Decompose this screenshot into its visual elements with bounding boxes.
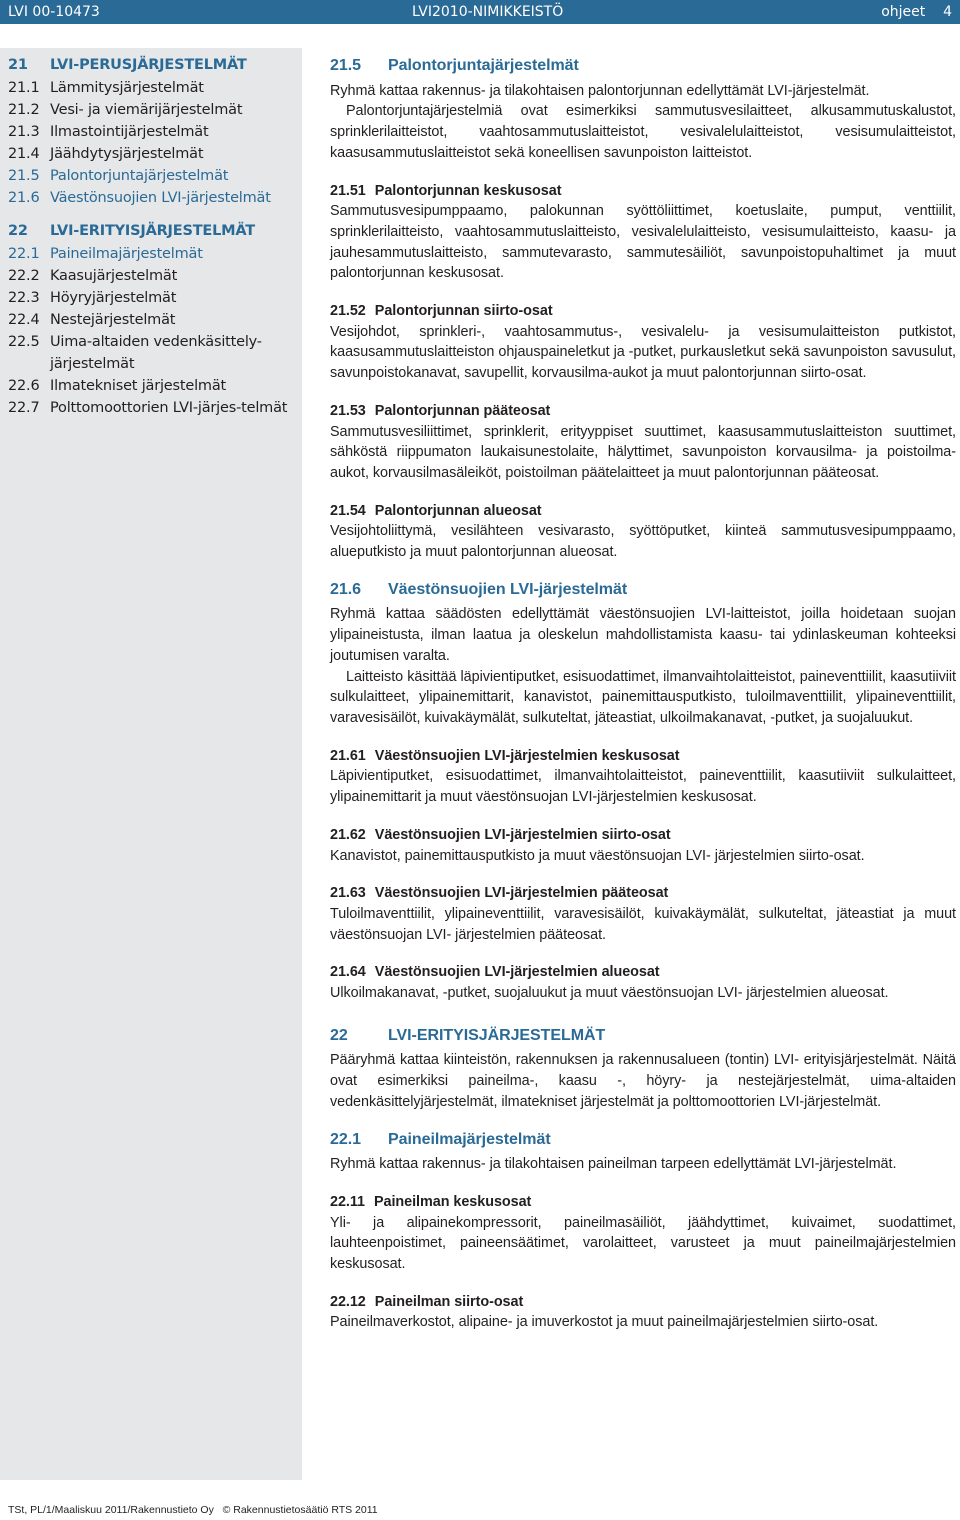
toc-item-number: 22.4 — [8, 312, 40, 328]
section-22-1 — [330, 1130, 956, 1175]
toc-item-label: Nestejärjestelmät — [50, 312, 176, 328]
section-22 — [330, 1026, 956, 1113]
toc-item-number: 21.3 — [8, 124, 40, 140]
page-header — [0, 0, 960, 24]
toc-item-label: Jäähdytysjärjestelmät — [50, 146, 204, 162]
section-21-5 — [330, 56, 956, 164]
paragraph: Läpivientiputket, esisuodattimet, ilmanvaihtolaitteistot, paineventtiilit, kaasutiiviit sulkulaitteet, ylipainemittarit ja muut väestönsuojan LVI-järjestelmien keskusosat. — [330, 768, 956, 806]
toc-item — [8, 397, 298, 419]
toc-item-label: LVI-ERITYISJÄRJESTELMÄT — [50, 223, 255, 239]
paragraph: Laitteisto käsittää läpivientiputket, esisuodattimet, ilmanvaihtolaitteistot, paineventtiilit, kaasutiiviit sulkulaitteet, ylipainemittarit, kanavistot, painemittausputkisto, tuloilmaventtiilit, ylipaineventtiilit, varavesisäilöt, kuivakäymälät, sulkuteltat, jäteastiat, ulkoilmakanavat, -putket, ja suojaluukut. — [330, 668, 956, 726]
subsection-title: 21.51 Palontorjunnan keskusosat — [330, 182, 562, 199]
subsection-21-63 — [330, 883, 956, 945]
toc-item-number: 21.2 — [8, 102, 40, 118]
paragraph: Kanavistot, painemittausputkisto ja muut väestönsuojan LVI- järjestelmien siirto-osat. — [330, 847, 865, 864]
paragraph: Pääryhmä kattaa kiinteistön, rakennuksen ja rakennusalueen (tontin) LVI- erityisjärjestelmät. Näitä ovat esimerkiksi paineilma-, kaasu -, höyry- ja nestejärjestelmät, uima-altaiden vedenkäsittelyjärjestelmät, ilmatekniset järjestelmät ja polttomoottorien LVI-järjestelmät. — [330, 1052, 956, 1110]
paragraph: Ryhmä kattaa rakennus- ja tilakohtaisen palontorjunnan edellyttämät LVI-järjestelmät. — [330, 82, 870, 99]
section-title: 21.5 Palontorjuntajärjestelmät — [330, 57, 579, 74]
paragraph: Palontorjuntajärjestelmiä ovat esimerkiksi sammutusvesilaitteet, alkusammutuskalustot, sprinklerilaitteistot, vaahtosammutuslaitteistot, vesivalelulaitteistot, vesisumulaitteistot, kaasusammutuslaitteistot sekä koneellisen savunpoiston laitteistot. — [330, 103, 956, 161]
toc-item — [8, 243, 298, 265]
subsection-title: 21.63 Väestönsuojien LVI-järjestelmien pääteosat — [330, 885, 669, 902]
toc-item-number: 21.6 — [8, 190, 40, 206]
toc-item-number: 22.6 — [8, 378, 40, 394]
toc-item — [8, 143, 298, 165]
toc-item — [8, 220, 298, 242]
toc-sidebar — [0, 48, 302, 1480]
section-title: 21.6 Väestönsuojien LVI-järjestelmät — [330, 580, 628, 598]
document-code: LVI 00-10473 — [8, 4, 100, 20]
paragraph: Sammutusvesiliittimet, sprinklerit, erityyppiset suuttimet, kaasusammutuslaitteiston suuttimet, sähköstä riippumaton laukaisunestolaite, hälyttimet, savunpoiston korvausilma- ja poistoilma-aukot, korvausilmasäleiköt, poistoilman päätelaitteet ja muut palontorjunnan pääteosat. — [330, 423, 956, 481]
subsection-title: 21.54 Palontorjunnan alueosat — [330, 502, 542, 519]
paragraph: Paineilmaverkostot, alipaine- ja imuverkostot ja muut paineilmajärjestelmien siirto-osat. — [330, 1314, 879, 1331]
toc-item-number: 21.4 — [8, 146, 40, 162]
paragraph: Vesijohtoliittymä, vesilähteen vesivarasto, syöttöputket, kiinteä sammutusvesipumppaamo, alueputkisto ja muut palontorjunnan alueosat. — [330, 523, 956, 561]
paragraph: Sammutusvesipumppaamo, palokunnan syöttöliittimet, koetuslaite, pumput, venttiilit, sprinklerilaitteisto, vaahtosammutuslaitteisto, vesivalelulaitteisto, vesisumulaitteisto, kaasu- ja jauhesammutuslaitteisto, sammutevarasto, sammutesäiliöt, savunpoistopuhaltimet ja muut palontorjunnan keskusosat. — [330, 203, 956, 282]
section-title: 22.1 Paineilmajärjestelmät — [330, 1130, 551, 1148]
toc-item-label: Väestönsuojien LVI-järjestelmät — [50, 190, 271, 206]
subsection-title: 21.52 Palontorjunnan siirto-osat — [330, 303, 553, 320]
toc-item-label: Polttomoottorien LVI-järjes-​telmät — [50, 400, 288, 416]
toc-item — [8, 121, 298, 143]
toc-group-21 — [8, 54, 298, 209]
subsection-title: 21.61 Väestönsuojien LVI-järjestelmien keskusosat — [330, 747, 680, 764]
footer-publisher: TSt, PL/1/Maaliskuu 2011/Rakennustieto Oy — [8, 1504, 214, 1516]
subsection-21-62 — [330, 825, 956, 866]
toc-item-number: 22.7 — [8, 400, 40, 416]
subsection-21-52 — [330, 301, 956, 384]
toc-item-number: 22.1 — [8, 246, 40, 262]
toc-item-number: 22.5 — [8, 334, 40, 350]
toc-item — [8, 287, 298, 309]
section-title: 22 LVI-ERITYISJÄRJESTELMÄT — [330, 1026, 606, 1044]
subsection-21-64 — [330, 962, 956, 1003]
toc-item — [8, 99, 298, 121]
subsection-22-11 — [330, 1192, 956, 1275]
toc-item — [8, 165, 298, 187]
section-label: ohjeet — [881, 4, 926, 20]
paragraph: Ryhmä kattaa säädösten edellyttämät väestönsuojien LVI-laitteistot, joilla hoidetaan suojan ylipaineistusta, ilman laatua ja oleskelun mahdollistamista kaasu- tai ydinlaskeuman kohteeksi joutumisen varalta. — [330, 606, 956, 664]
toc-item-label: Palontorjuntajärjestelmät — [50, 168, 229, 184]
subsection-21-51 — [330, 181, 956, 285]
toc-item-number: 22.3 — [8, 290, 40, 306]
toc-item-number: 22.2 — [8, 268, 40, 284]
subsection-title: 22.12 Paineilman siirto-osat — [330, 1293, 524, 1310]
toc-item-label: Ilmatekniset järjestelmät — [50, 378, 227, 394]
toc-item-label: Vesi- ja viemärijärjestelmät — [50, 102, 243, 118]
subsection-22-12 — [330, 1292, 956, 1333]
toc-item-number: 21.5 — [8, 168, 40, 184]
section-21-6 — [330, 580, 956, 729]
subsection-21-61 — [330, 746, 956, 808]
toc-item-label: Höyryjärjestelmät — [50, 290, 177, 306]
paragraph: Ulkoilmakanavat, -putket, suojaluukut ja muut väestönsuojan LVI- järjestelmien alueosat. — [330, 985, 889, 1002]
toc-item-label: Paineilmajärjestelmät — [50, 246, 203, 262]
toc-item-label: Ilmastointijärjestelmät — [50, 124, 209, 140]
toc-item — [8, 331, 298, 375]
paragraph: Ryhmä kattaa rakennus- ja tilakohtaisen paineilman tarpeen edellyttämät LVI-järjestelmät. — [330, 1156, 897, 1173]
toc-group-22 — [8, 220, 298, 419]
toc-item-number: 21.1 — [8, 80, 40, 96]
toc-item-label: Kaasujärjestelmät — [50, 268, 178, 284]
subsection-title: 21.64 Väestönsuojien LVI-järjestelmien alueosat — [330, 964, 660, 981]
document-title: LVI2010-NIMIKKEISTÖ — [412, 4, 564, 20]
paragraph: Vesijohdot, sprinkleri-, vaahtosammutus-, vesivalelu- ja vesisumulaitteiston putkistot, kaasusammutuslaitteiston ohjauspaineletkut ja -putket, purkausletkut sekä savunpoiston savusulut, savunpoistokanavat, savupellit, korvausilma-aukot ja muut palontorjunnan siirto-osat. — [330, 323, 956, 382]
page-number: 4 — [943, 4, 952, 20]
toc-item — [8, 77, 298, 99]
paragraph: Tuloilmaventtiilit, ylipaineventtiilit, varavesisäilöt, kuivakäymälät, sulkuteltat, jäteastiat ja muut väestönsuojan LVI- järjestelmien pääteosat. — [330, 905, 956, 943]
toc-item — [8, 375, 298, 397]
toc-item-label: Lämmitysjärjestelmät — [50, 80, 204, 96]
subsection-title: 22.11 Paineilman keskusosat — [330, 1193, 532, 1210]
toc-item-number: 21 — [8, 57, 28, 73]
section-page — [881, 4, 952, 20]
main-content — [330, 56, 956, 1350]
toc-item-label: LVI-PERUSJÄRJESTELMÄT — [50, 57, 247, 73]
toc-item — [8, 265, 298, 287]
footer-copyright: © Rakennustietosäätiö RTS 2011 — [222, 1504, 378, 1516]
toc-item — [8, 187, 298, 209]
subsection-21-54 — [330, 501, 956, 563]
toc-item — [8, 54, 298, 76]
subsection-21-53 — [330, 401, 956, 484]
subsection-title: 21.53 Palontorjunnan pääteosat — [330, 402, 551, 419]
page-footer — [8, 1504, 378, 1516]
toc-item-label: Uima-altaiden vedenkäsittely-​järjestelmät — [50, 334, 262, 372]
subsection-title: 21.62 Väestönsuojien LVI-järjestelmien siirto-osat — [330, 826, 671, 843]
toc-item-number: 22 — [8, 223, 28, 239]
paragraph: Yli- ja alipainekompressorit, paineilmasäiliöt, jäähdyttimet, kuivaimet, suodattimet, lauhteenpoistimet, paineensäätimet, varolaitteet, varusteet ja muut paineilmajärjestelmien keskusosat. — [330, 1214, 956, 1273]
toc-item — [8, 309, 298, 331]
